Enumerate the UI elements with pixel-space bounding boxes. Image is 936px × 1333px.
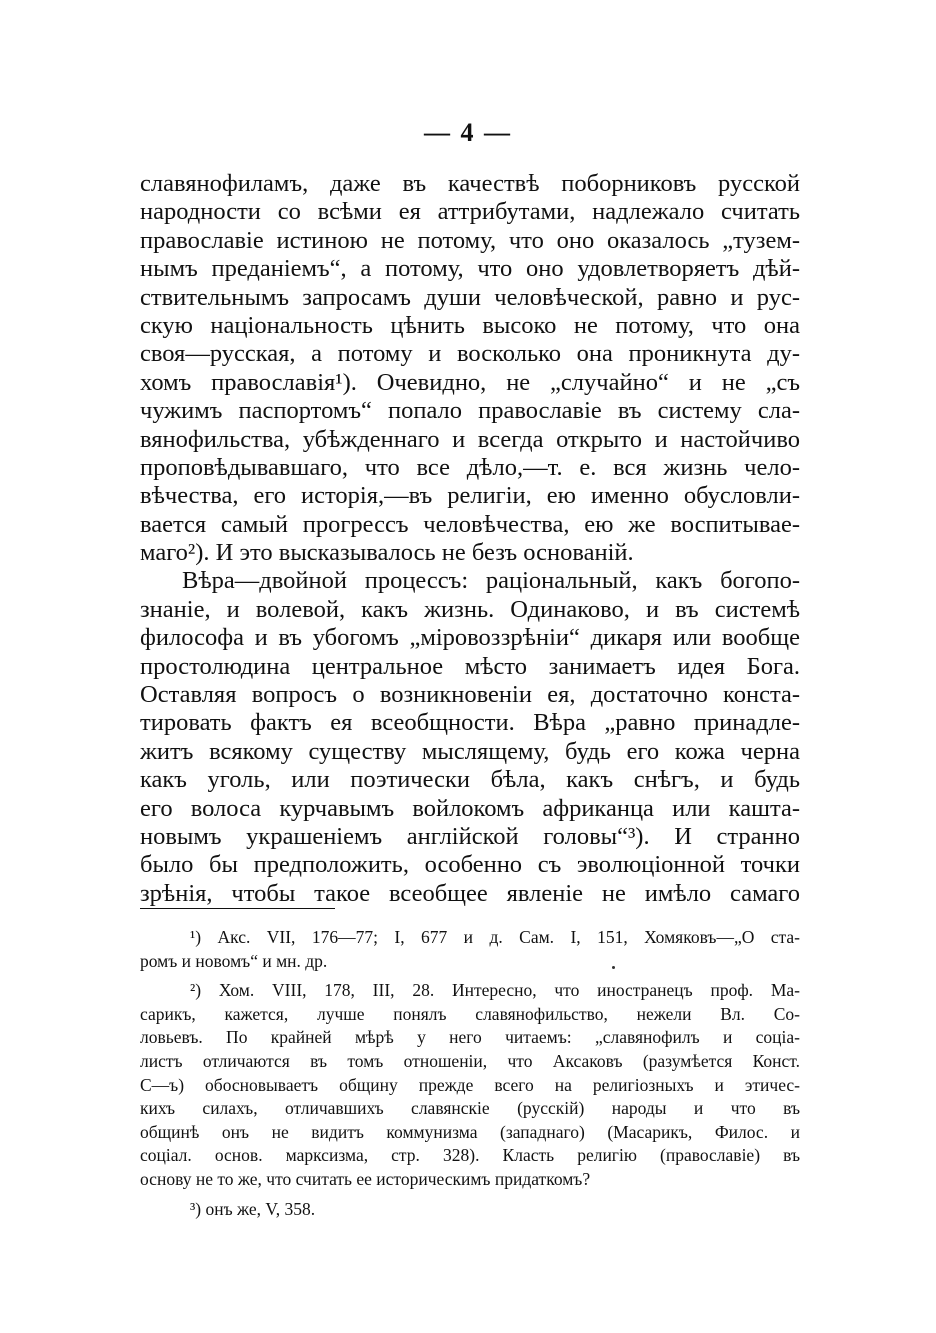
footnote-1-line: ромъ и новомъ“ и мн. др. xyxy=(140,950,328,971)
footnote-2-line: сарикъ, кажется, лучше понялъ славянофильство, нежели Вл. Со- xyxy=(140,1003,800,1024)
text-line: ствительнымъ запросамъ души человѣческой, равно и рус- xyxy=(140,283,800,311)
text-line: славянофиламъ, даже въ качествѣ поборниковъ русской xyxy=(140,170,800,197)
footnote-2-line: общинѣ онъ не видитъ коммунизма (западнаго) (Масарикъ, Филос. и xyxy=(140,1121,800,1142)
footnote-2-line: С—ъ) обосновываетъ общину прежде всего на религіозныхъ и этичес- xyxy=(140,1074,800,1095)
text-line: скую національность цѣнить высоко не потому, что она xyxy=(140,311,800,339)
footnote-1-line: ¹) Акс. VII, 176—77; I, 677 и д. Сам. I, 151, Хомяковъ—„О ста- xyxy=(190,927,800,947)
footnotes xyxy=(140,926,800,1221)
footnote-2-line: ловьевъ. По крайней мѣрѣ у него читаемъ: „славянофилъ и соціа- xyxy=(140,1027,800,1048)
text-line: было бы предположить, особенно съ эволюціонной точки xyxy=(140,851,800,879)
page-number: — 4 — xyxy=(424,118,512,147)
text-line: вается самый прогрессъ человѣчества, ею же воспитывае- xyxy=(140,510,800,538)
footnote-2-line: ²) Хом. VIII, 178, III, 28. Интересно, что иностранецъ проф. Ма- xyxy=(190,980,800,1001)
text-line: православіе истиною не потому, что оно оказалось „тузем- xyxy=(140,226,800,254)
text-line: своя—русская, а потому и восколько она проникнута ду- xyxy=(140,340,800,368)
text-line: житъ всякому существу мыслящему, будь его кожа черна xyxy=(140,737,800,765)
paragraph-start-line: Вѣра—двойной процессъ: раціональный, какъ богопо- xyxy=(182,567,800,595)
text-line: проповѣдывавшаго, что все дѣло,—т. е. вся жизнь чело- xyxy=(140,453,800,481)
text-line: маго²). И это высказывалось не безъ основаній. xyxy=(140,539,634,567)
text-line: вянофильства, убѣжденнаго и всегда открыто и настойчиво xyxy=(140,425,800,453)
text-line: вѣчества, его исторія,—въ религіи, ею именно обусловли- xyxy=(140,482,800,510)
footnote-2-line: листъ отличаются въ томъ отношеніи, что Аксаковъ (разумѣется Конст. xyxy=(140,1050,800,1071)
main-text xyxy=(140,170,800,908)
text-line: его волоса курчавымъ войлокомъ африканца или кашта- xyxy=(140,794,800,822)
footnote-2-line: кихъ силахъ, отличавшихъ славянскіе (русскій) народы и что въ xyxy=(140,1098,800,1119)
footnote-divider xyxy=(140,908,335,909)
text-line: новымъ украшеніемъ англійской головы“³). И странно xyxy=(140,822,800,850)
text-line: Оставляя вопросъ о возникновеніи ея, достаточно конста- xyxy=(140,681,800,709)
text-line: какъ уголь, или поэтически бѣла, какъ снѣгъ, и будь xyxy=(140,766,800,794)
text-line: простолюдина центральное мѣсто занимаетъ идея Бога. xyxy=(140,652,800,680)
footnote-2-line: основу не то же, что считать ее историческимъ придаткомъ? xyxy=(140,1168,591,1189)
text-line: зрѣнія, чтобы такое всеобщее явленіе не имѣло самаго xyxy=(140,879,800,907)
text-line: народности со всѣми ея аттрибутами, надлежало считать xyxy=(140,198,800,226)
text-line: философа и въ убогомъ „міровоззрѣніи“ дикаря или вообще xyxy=(140,624,800,652)
text-line: чужимъ паспортомъ“ попало православіе въ систему сла- xyxy=(140,397,800,425)
text-line: знаніе, и волевой, какъ жизнь. Одинаково, и въ системѣ xyxy=(140,595,800,623)
footnote-2-line: соціал. основ. марксизма, стр. 328). Класть религію (православіе) въ xyxy=(140,1145,800,1166)
text-line: хомъ православія¹). Очевидно, не „случайно“ и не „съ xyxy=(140,368,800,396)
text-line: нымъ преданіемъ“, а потому, что оно удовлетворяетъ дѣй- xyxy=(140,255,800,283)
text-line: тировать фактъ ея всеобщности. Вѣра „равно принадле- xyxy=(140,709,800,737)
footnote-3-line: ³) онъ же, V, 358. xyxy=(190,1198,316,1219)
